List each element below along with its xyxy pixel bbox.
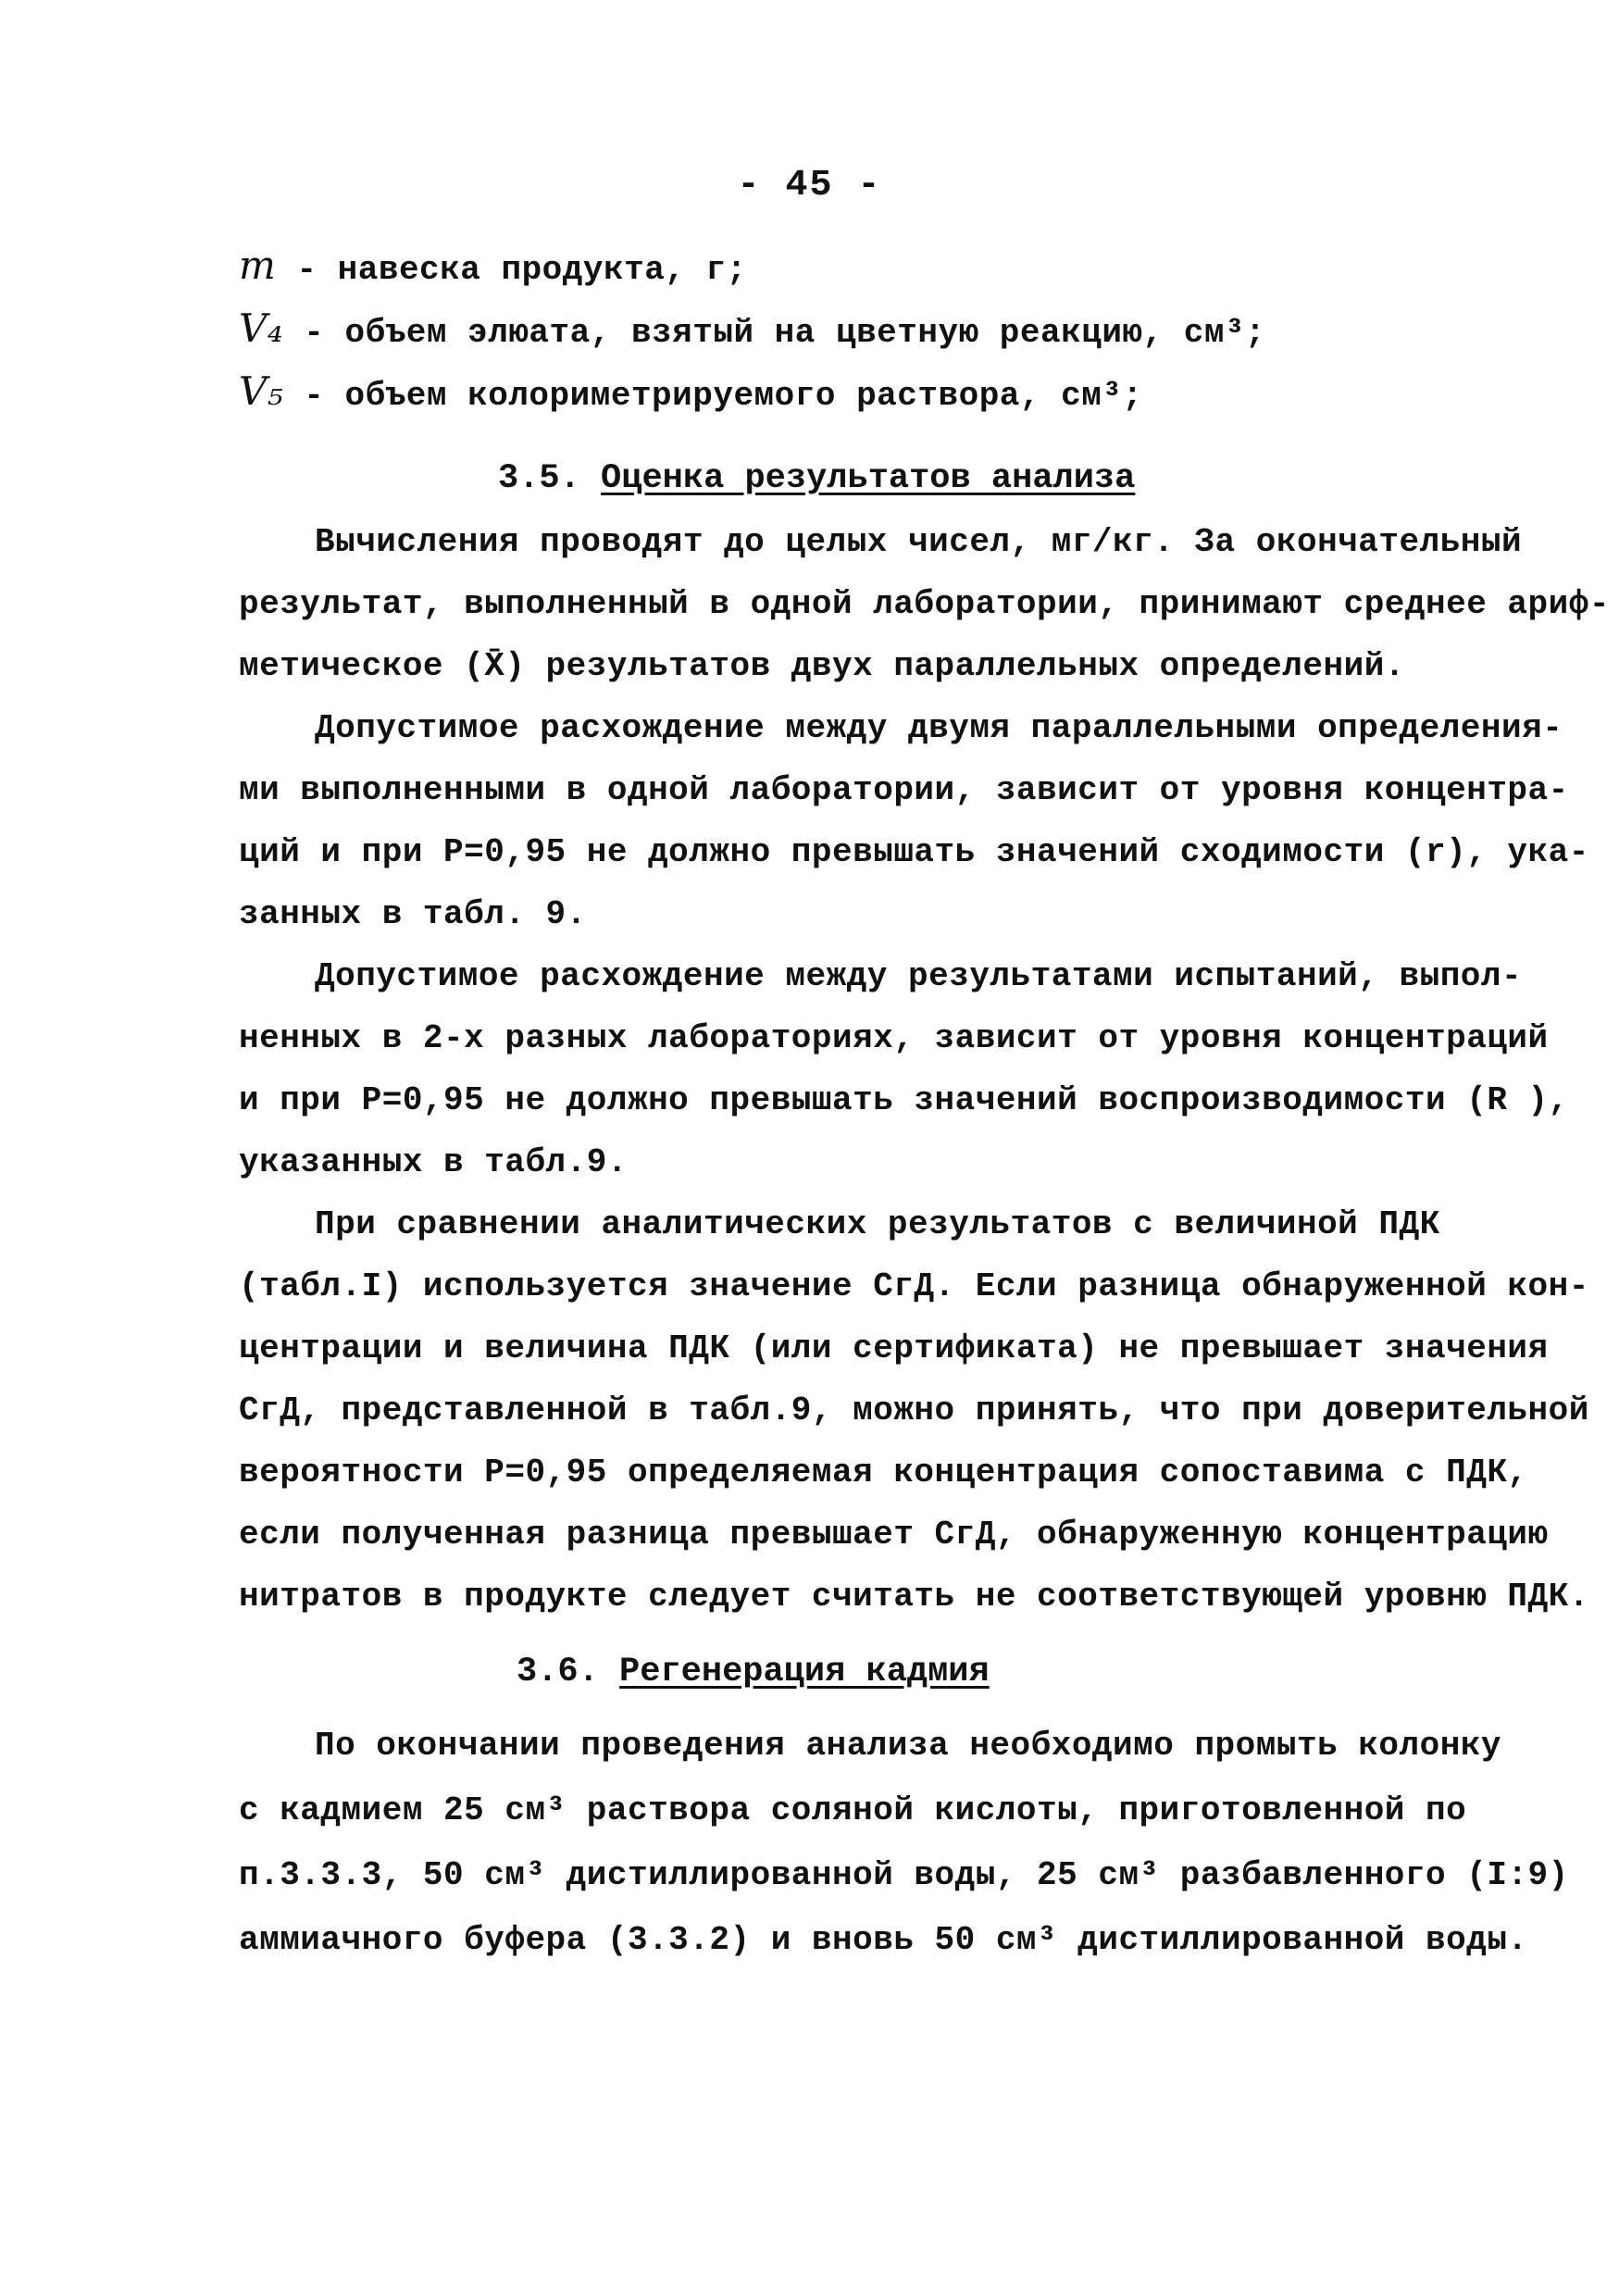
legend-symbol: V₅ — [239, 368, 284, 414]
paragraph-line: По окончании проведения анализа необходимо промыть колонку — [315, 1727, 1502, 1765]
legend-item-m — [239, 243, 747, 289]
paragraph-line: Допустимое расхождение между результатами испытаний, выпол- — [315, 957, 1523, 995]
section-number: 3.5. — [498, 459, 580, 498]
paragraph-line: СгД, представленной в табл.9, можно принять, что при доверительной — [239, 1391, 1589, 1429]
paragraph-line: вероятности P=0,95 определяемая концентрация сопоставима с ПДК, — [239, 1454, 1528, 1491]
paragraph-line: п.3.3.3, 50 см³ дистиллированной воды, 25 см³ разбавленного (I:9) — [239, 1856, 1569, 1894]
paragraph-line: если полученная разница превышает СгД, обнаруженную концентрацию — [239, 1516, 1549, 1554]
paragraph-line: и при P=0,95 не должно превышать значений воспроизводимости (R ), — [239, 1081, 1569, 1119]
paragraph-line: Вычисления проводят до целых чисел, мг/кг. За окончательный — [315, 523, 1523, 561]
paragraph-line: с кадмием 25 см³ раствора соляной кислоты, приготовленной по — [239, 1791, 1467, 1829]
section-3-6-heading — [517, 1653, 990, 1691]
paragraph-line: При сравнении аналитических результатов с величиной ПДК — [315, 1205, 1440, 1243]
section-number: 3.6. — [517, 1653, 599, 1691]
section-title: Оценка результатов анализа — [601, 459, 1136, 498]
paragraph-line: результат, выполненный в одной лаборатории, принимают среднее ариф- — [239, 585, 1610, 623]
legend-item-v5 — [239, 368, 1143, 415]
paragraph-line: ми выполненными в одной лаборатории, зависит от уровня концентра- — [239, 771, 1569, 809]
paragraph-line: нитратов в продукте следует считать не соответствующей уровню ПДК. — [239, 1578, 1589, 1616]
page-number: - 45 - — [737, 165, 882, 206]
paragraph-line: метическое (X̄) результатов двух параллельных определений. — [239, 647, 1405, 685]
paragraph-line: указанных в табл.9. — [239, 1143, 628, 1181]
legend-symbol: m — [239, 243, 277, 288]
section-title: Регенерация кадмия — [619, 1653, 990, 1691]
paragraph-line: центрации и величина ПДК (или сертификата) не превышает значения — [239, 1329, 1549, 1367]
paragraph-line: аммиачного буфера (3.3.2) и вновь 50 см³ дистиллированной воды. — [239, 1921, 1528, 1959]
legend-text: - объем колориметрируемого раствора, см³; — [304, 377, 1143, 415]
legend-item-v4 — [239, 306, 1265, 352]
legend-text: - навеска продукта, г; — [296, 251, 747, 289]
paragraph-line: ненных в 2-х разных лабораториях, зависит от уровня концентраций — [239, 1019, 1549, 1057]
paragraph-line: ций и при P=0,95 не должно превышать значений сходимости (r), ука- — [239, 833, 1589, 871]
paragraph-line: Допустимое расхождение между двумя параллельными определения- — [315, 709, 1563, 747]
section-3-5-heading — [498, 459, 1135, 498]
legend-symbol: V₄ — [239, 306, 284, 351]
paragraph-line: занных в табл. 9. — [239, 895, 587, 933]
legend-text: - объем элюата, взятый на цветную реакцию, см³; — [304, 314, 1266, 352]
paragraph-line: (табл.I) используется значение СгД. Если разница обнаруженной кон- — [239, 1267, 1589, 1305]
